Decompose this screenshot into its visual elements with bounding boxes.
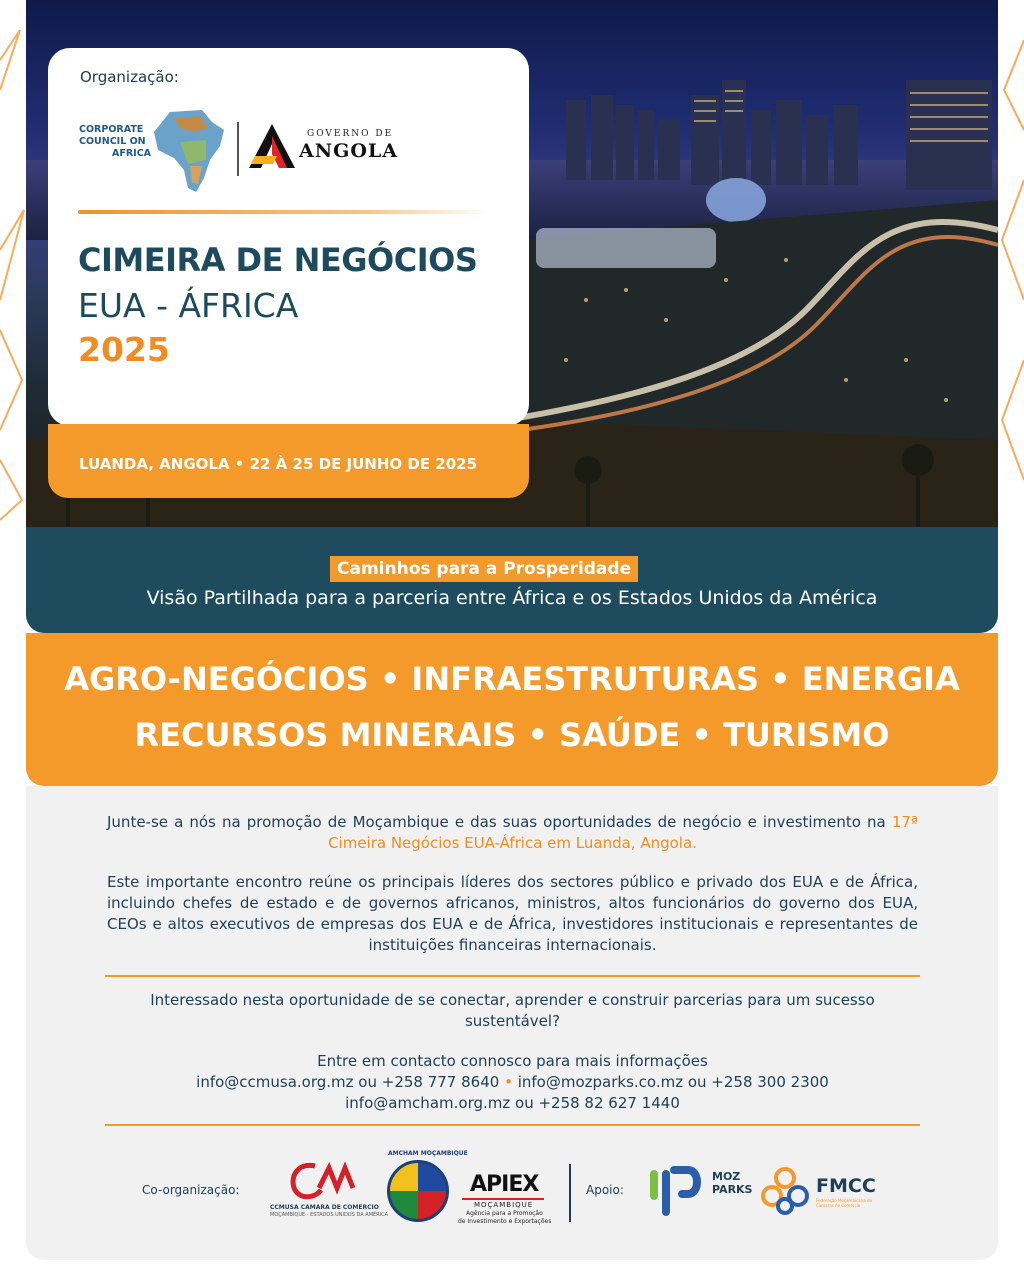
intro-paragraph: Junte-se a nós na promoção de Moçambique e das suas oportunidades de negócio e investimento na 17ª Cimeira Negócios EUA-África em Luanda, Angola. — [107, 813, 918, 852]
support-label: Apoio: — [586, 1183, 624, 1197]
amcham-logo — [387, 1160, 449, 1222]
fmcc-name: FMCC — [816, 1175, 876, 1197]
fmcc-subtitle: Federação Moçambicana de Câmaras de Comércio — [816, 1198, 873, 1208]
cca-logo-text: CORPORATE COUNCIL ON AFRICA — [79, 124, 152, 159]
mozparks-logo-icon — [648, 1166, 708, 1218]
contact-ccmusa[interactable]: info@ccmusa.org.mz ou +258 777 8640 — [196, 1073, 500, 1091]
ccmusa-logo-icon — [285, 1158, 361, 1204]
title-card — [48, 48, 529, 426]
apiex-name: APIEX — [470, 1172, 539, 1197]
description-paragraph: Este importante encontro reúne os principais líderes dos sectores público e privado dos EUA e de África, incluindo chefes de estado e de governos africanos, ministros, altos funcionários do governo dos EUA, CEOs e altos executivos de empresas dos EUA e de África, investidores institucionais e representantes de instituições financeiras internacionais. — [107, 873, 918, 954]
theme-tagline: Caminhos para a Prosperidade — [330, 556, 638, 582]
organizer-label: Organização: — [80, 68, 179, 86]
title-divider — [78, 210, 488, 214]
sectors-line-1: AGRO-NEGÓCIOS • INFRAESTRUTURAS • ENERGIA — [64, 660, 960, 698]
amcham-name: AMCHAM MOÇAMBIQUE — [388, 1150, 468, 1157]
africa-map-icon — [150, 108, 230, 194]
mozparks-name-2: PARKS — [712, 1183, 753, 1196]
contact-mozparks[interactable]: info@mozparks.co.mz ou +258 300 2300 — [517, 1073, 829, 1091]
event-year: 2025 — [78, 330, 170, 369]
summit-highlight: 17ª Cimeira Negócios EUA-África em Luanda, Angola. — [328, 813, 918, 852]
apiex-desc-2: de Investimento e Exportações — [458, 1218, 552, 1225]
section-divider — [105, 1124, 920, 1126]
coorganization-label: Co-organização: — [142, 1183, 240, 1197]
angola-emblem-icon — [247, 122, 297, 170]
ccmusa-subtitle: MOÇAMBIQUE - ESTADOS UNIDOS DA AMÉRICA — [270, 1212, 389, 1218]
apiex-desc-1: Agência para a Promoção — [466, 1210, 543, 1217]
event-subtitle: EUA - ÁFRICA — [78, 286, 299, 325]
invitation-question: Interessado nesta oportunidade de se conectar, aprender e construir parcerias para um sucesso sustentável? — [150, 991, 875, 1030]
section-divider — [105, 975, 920, 977]
contact-amcham[interactable]: info@amcham.org.mz ou +258 82 627 1440 — [345, 1094, 680, 1112]
contact-intro: Entre em contacto connosco para mais informações — [317, 1052, 708, 1070]
theme-subtitle: Visão Partilhada para a parceria entre África e os Estados Unidos da América — [146, 587, 878, 609]
event-location-date: LUANDA, ANGOLA • 22 À 25 DE JUNHO DE 2025 — [79, 455, 478, 473]
sectors-line-2: RECURSOS MINERAIS • SAÚDE • TURISMO — [134, 716, 890, 754]
event-title: CIMEIRA DE NEGÓCIOS — [78, 241, 478, 279]
logo-divider — [237, 122, 239, 176]
fmcc-logo-icon — [760, 1166, 810, 1216]
apiex-underline — [462, 1198, 544, 1200]
contact-block — [107, 1051, 918, 1114]
sectors-band — [26, 633, 998, 786]
mozparks-name-1: MOZ — [712, 1170, 741, 1183]
footer-divider — [569, 1164, 571, 1222]
contact-separator: • — [504, 1073, 513, 1091]
gov-angola-big: ANGOLA — [299, 140, 398, 162]
ccmusa-name: CCMUSA CAMARA DE COMERCIO — [270, 1204, 379, 1211]
apiex-subtitle: MOÇAMBIQUE — [474, 1201, 534, 1209]
gov-angola-small: GOVERNO DE — [307, 129, 394, 139]
